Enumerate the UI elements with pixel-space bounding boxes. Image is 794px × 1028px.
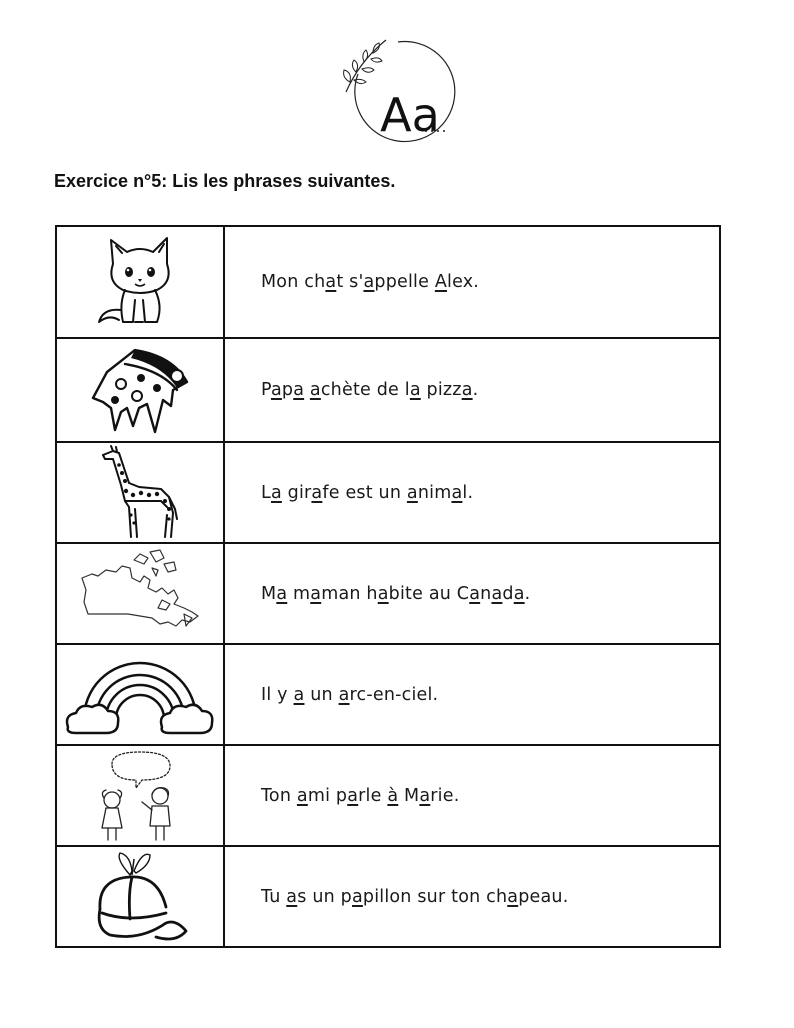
sentence-fragment: chète de l (320, 380, 410, 400)
pizza-icon (85, 342, 195, 438)
sentence-fragment: pillon sur ton ch (362, 886, 508, 907)
underlined-letter: à (387, 785, 399, 806)
underlined-letter: a (469, 583, 481, 604)
underlined-letter: a (270, 482, 282, 503)
sentence-fragment: Ton (261, 785, 297, 806)
underlined-letter: a (286, 886, 298, 907)
sentence-line (261, 887, 568, 907)
sentence-fragment: fe est un (322, 482, 407, 503)
underlined-letter: a (409, 380, 421, 400)
image-cell (57, 544, 225, 643)
underlined-letter: a (406, 482, 418, 503)
table-row (57, 443, 719, 544)
sentence-text (261, 746, 459, 845)
underlined-letter: a (419, 785, 431, 806)
sentence-fragment: Mon ch (261, 272, 326, 292)
table-row (57, 544, 719, 645)
sentence-fragment: m (287, 583, 311, 604)
sentence-fragment: P (261, 380, 271, 400)
sentence-text (261, 847, 568, 946)
underlined-letter: a (347, 785, 359, 806)
underlined-letter: a (310, 583, 322, 604)
underlined-letter: a (296, 785, 308, 806)
sentence-fragment: t s' (336, 272, 364, 292)
sentence-fragment: lex. (447, 272, 480, 292)
underlined-letter: a (507, 886, 519, 907)
underlined-letter: a (276, 583, 288, 604)
sentence-fragment: L (261, 482, 271, 503)
underlined-letter: a (363, 272, 375, 292)
sentence-line (261, 272, 479, 292)
sentence-fragment: mi p (307, 785, 348, 806)
underlined-letter: a (293, 380, 305, 400)
underlined-letter: a (491, 583, 503, 604)
table-row (57, 645, 719, 746)
sentence-text (261, 645, 438, 744)
sentence-text (261, 544, 530, 643)
giraffe-icon (95, 445, 185, 541)
underlined-letter: a (325, 272, 337, 292)
image-cell (57, 443, 225, 542)
sentence-text (261, 443, 473, 542)
sentence-fragment: un (304, 684, 339, 705)
image-cell (57, 645, 225, 744)
sentence-line (261, 380, 478, 400)
sentence-fragment: d (502, 583, 514, 604)
children-talking-icon (90, 748, 190, 844)
letter-logo-text: Aa (380, 88, 440, 142)
sentence-fragment: ppelle (374, 272, 435, 292)
sentence-line (261, 685, 438, 705)
underlined-letter: a (461, 380, 473, 400)
sentence-fragment: n (480, 583, 492, 604)
sentence-table (55, 225, 721, 948)
underlined-letter: a (451, 482, 463, 503)
sentence-fragment: bite au C (388, 583, 470, 604)
sentence-fragment: s un p (297, 886, 352, 907)
sentence-fragment: rie. (430, 785, 460, 806)
sentence-fragment: M (261, 583, 277, 604)
sentence-fragment: l. (462, 482, 474, 503)
underlined-letter: a (351, 886, 363, 907)
table-row (57, 227, 719, 339)
underlined-letter: a (270, 380, 282, 400)
sentence-line (261, 584, 530, 604)
sentence-fragment: nim (417, 482, 452, 503)
underlined-letter: a (377, 583, 389, 604)
canada-map-icon (78, 548, 202, 640)
sentence-fragment: peau. (518, 886, 569, 907)
table-row (57, 746, 719, 847)
letter-logo (336, 34, 456, 144)
underlined-letter: a (338, 684, 350, 705)
sentence-line (261, 786, 459, 806)
rainbow-icon (62, 653, 218, 737)
table-row (57, 847, 719, 946)
sentence-text (261, 227, 479, 337)
sentence-fragment: p (281, 380, 294, 400)
image-cell (57, 746, 225, 845)
exercise-title: Exercice n°5: Lis les phrases suivantes. (54, 171, 396, 191)
underlined-letter: a (309, 380, 321, 400)
underlined-letter: a (311, 482, 323, 503)
underlined-letter: A (434, 272, 448, 292)
image-cell (57, 847, 225, 946)
table-row (57, 339, 719, 443)
sentence-fragment: Il y (261, 684, 294, 705)
sentence-fragment: M (398, 785, 420, 806)
sentence-text (261, 339, 478, 441)
sentence-fragment: pizz (420, 380, 462, 400)
sentence-fragment: . (472, 380, 479, 400)
cat-icon (95, 234, 185, 330)
image-cell (57, 227, 225, 337)
sentence-fragment: gir (281, 482, 312, 503)
image-cell (57, 339, 225, 441)
cap-with-butterfly-icon (90, 849, 190, 945)
underlined-letter: a (293, 684, 305, 705)
sentence-fragment: Tu (261, 886, 287, 907)
sentence-fragment: man h (321, 583, 378, 604)
sentence-line (261, 483, 473, 503)
sentence-fragment: rle (358, 785, 388, 806)
sentence-fragment: rc-en-ciel. (349, 684, 439, 705)
sentence-fragment: . (524, 583, 531, 604)
underlined-letter: a (513, 583, 525, 604)
